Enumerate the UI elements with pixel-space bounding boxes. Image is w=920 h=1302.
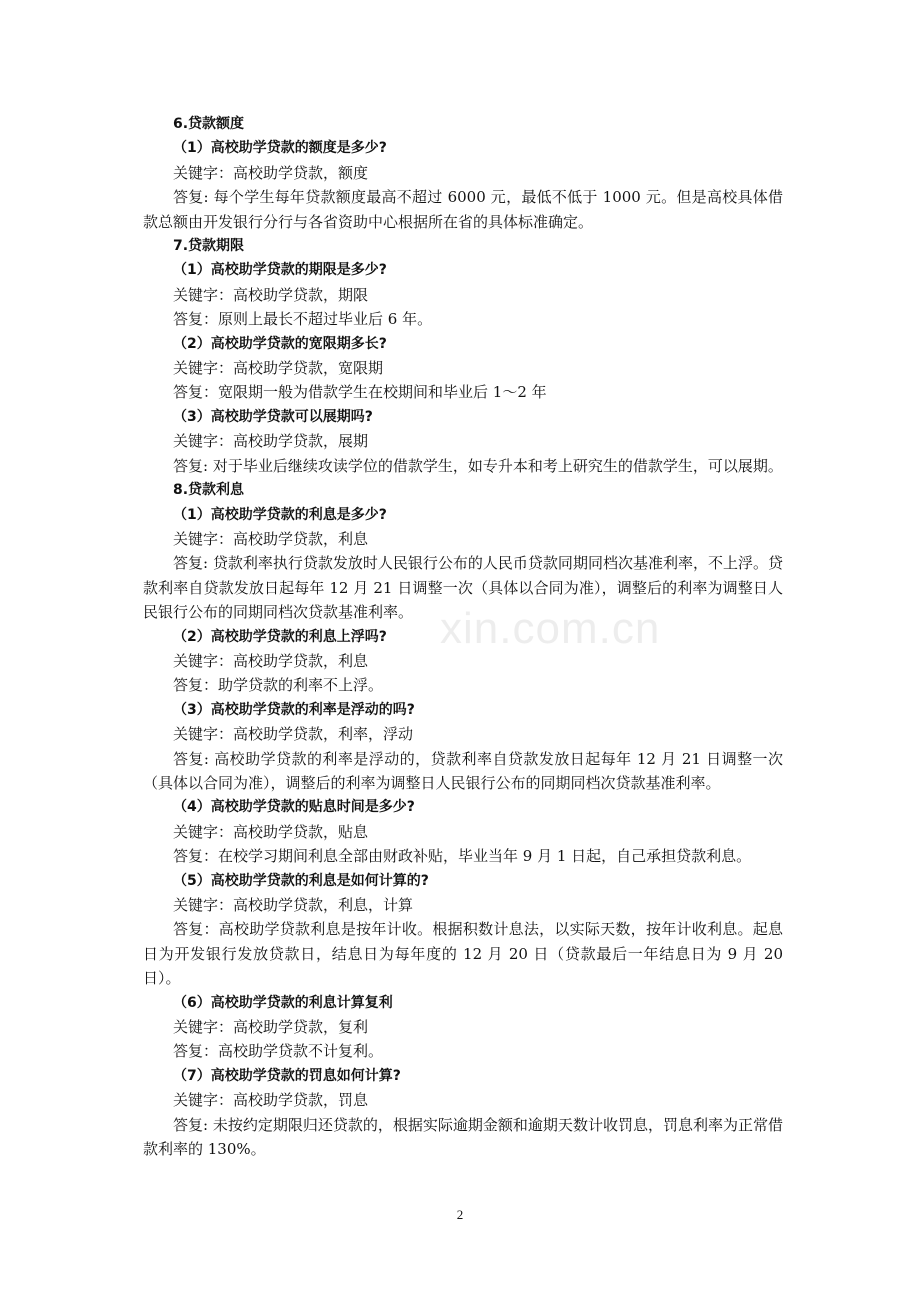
keywords: 关键字：高校助学贷款，额度 [173, 163, 369, 182]
question: （6）高校助学贷款的利息计算复利 [173, 994, 393, 1011]
keywords: 关键字：高校助学贷款，罚息 [173, 1091, 369, 1110]
answer: 答复：高校助学贷款利息是按年计收。根据积数计息法，以实际天数，按年计收利息。起息日为开发银行发放贷款日，结息日为每年度的 12 月 20 日（贷款最后一年结息日为 9 月 20 日）。 [143, 920, 783, 988]
question: （2）高校助学贷款的宽限期多长? [173, 335, 387, 352]
watermark: xin.com.cn [440, 604, 661, 653]
answer: 答复：助学贷款的利率不上浮。 [173, 676, 384, 695]
answer: 答复：原则上最长不超过毕业后 6 年。 [173, 310, 433, 329]
question: （1）高校助学贷款的期限是多少? [173, 262, 387, 279]
question: （5）高校助学贷款的利息是如何计算的? [173, 872, 429, 889]
answer: 答复: 贷款利率执行贷款发放时人民银行公布的人民币贷款同期同档次基准利率，不上浮。贷款利率自贷款发放日起每年 12 月 21 日调整一次（具体以合同为准），调整后的利率为调整日人民银行公布的同期同档次贷款基准利率。 [143, 554, 783, 622]
question: （1）高校助学贷款的额度是多少? [173, 140, 387, 157]
answer: 答复: 对于毕业后继续攻读学位的借款学生，如专升本和考上研究生的借款学生，可以展期。 [173, 456, 783, 475]
answer: 答复: 高校助学贷款的利率是浮动的，贷款利率自贷款发放日起每年 12 月 21 日调整一次（具体以合同为准），调整后的利率为调整日人民银行公布的同期同档次贷款基准利率。 [143, 749, 783, 792]
keywords: 关键字：高校助学贷款，利息，计算 [173, 896, 414, 914]
keywords: 关键字：高校助学贷款，复利 [173, 1018, 369, 1037]
keywords: 关键字：高校助学贷款，展期 [173, 432, 369, 451]
answer: 答复：高校助学贷款不计复利。 [173, 1042, 384, 1061]
page-number: 2 [456, 1207, 464, 1222]
answer: 答复：在校学习期间利息全部由财政补贴，毕业当年 9 月 1 日起，自己承担贷款利息。 [173, 847, 752, 866]
keywords: 关键字：高校助学贷款，利息 [173, 651, 369, 670]
keywords: 关键字：高校助学贷款，宽限期 [173, 359, 384, 378]
answer: 答复：宽限期一般为借款学生在校期间和毕业后 1～2 年 [173, 383, 547, 402]
keywords: 关键字：高校助学贷款，期限 [173, 285, 369, 304]
document-body [143, 112, 783, 1161]
question: （3）高校助学贷款可以展期吗? [173, 408, 373, 425]
question: （2）高校助学贷款的利息上浮吗? [173, 628, 387, 645]
question: （1）高校助学贷款的利息是多少? [173, 506, 387, 523]
section-title: 8.贷款利息 [173, 482, 245, 499]
question: （7）高校助学贷款的罚息如何计算? [173, 1067, 401, 1084]
keywords: 关键字：高校助学贷款，贴息 [173, 822, 369, 841]
answer: 答复: 每个学生每年贷款额度最高不超过 6000 元，最低不低于 1000 元。但是高校具体借款总额由开发银行分行与各省资助中心根据所在省的具体标准确定。 [143, 188, 783, 231]
keywords: 关键字：高校助学贷款，利率，浮动 [173, 725, 414, 744]
question: （4）高校助学贷款的贴息时间是多少? [173, 799, 415, 816]
question: （3）高校助学贷款的利率是浮动的吗? [173, 701, 415, 718]
section-title: 6.贷款额度 [173, 116, 245, 132]
answer: 答复: 未按约定期限归还贷款的，根据实际逾期金额和逾期天数计收罚息，罚息利率为正常借款利率的 130%。 [143, 1115, 783, 1159]
keywords: 关键字：高校助学贷款，利息 [173, 529, 369, 548]
section-title: 7.贷款期限 [173, 238, 245, 255]
